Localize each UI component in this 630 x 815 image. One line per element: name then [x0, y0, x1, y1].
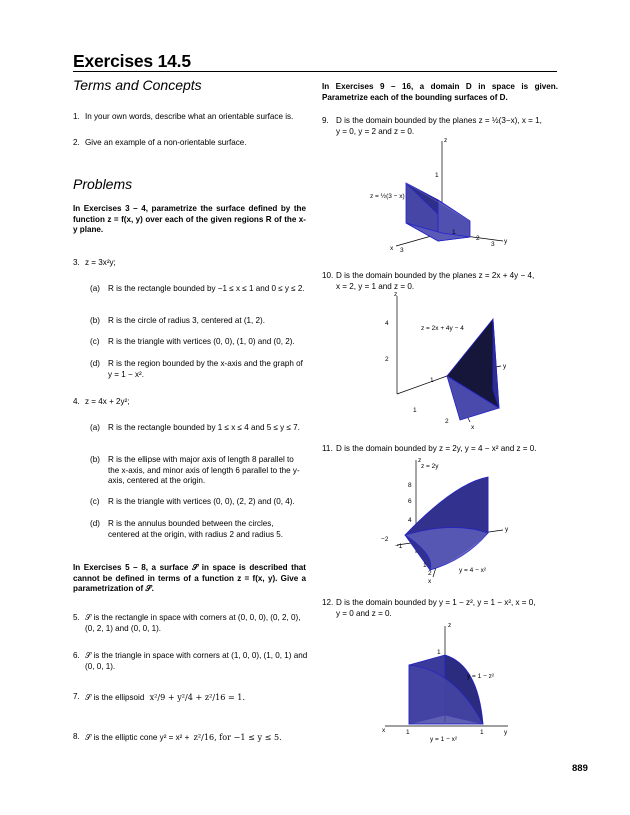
exercise-number: 5. [73, 613, 80, 622]
y-label: y [504, 729, 508, 736]
exercise-6 [73, 651, 308, 671]
figure-10 [375, 290, 525, 430]
curve-label-2: y = 1 − x² [430, 736, 458, 743]
part-text: R is the annulus bounded between the circles, centered at the origin, with radius 2 and radius 5. [108, 519, 284, 539]
cone-equation: z²/16, for −1 ≤ y ≤ 5. [193, 732, 282, 742]
z-label: z [444, 137, 448, 144]
part-text: R is the ellipse with major axis of length 8 parallel to the x-axis, and minor axis of length 6 parallel to the y-axis, centered at the origin. [108, 455, 300, 486]
exercise-text: 𝒮 is the rectangle in space with corners at (0, 0, 0), (0, 2, 0), (0, 2, 1) and (0, 0, 1). [85, 613, 301, 633]
part-label: (d) [90, 519, 100, 528]
exercise-number: 10. [322, 271, 334, 280]
exercise-number: 6. [73, 651, 80, 660]
exercise-text: 𝒮 is the elliptic cone y² = x² + [85, 733, 190, 742]
exercise-text-line2: y = 0, y = 2 and z = 0. [336, 126, 415, 136]
exercise-section-title: Exercises 14.5 [73, 51, 191, 71]
y-tick-3: 3 [491, 241, 495, 248]
exercise-8 [73, 732, 308, 743]
exercise-4a [90, 423, 308, 434]
plane-label: z = 2y [421, 463, 439, 470]
y-tick-1: 1 [452, 229, 456, 236]
exercise-4d [90, 519, 308, 539]
exercise-number: 8. [73, 732, 80, 741]
part-text: R is the circle of radius 3, centered at (1, 2). [108, 316, 265, 325]
exercise-7 [73, 692, 308, 703]
exercise-5 [73, 613, 308, 633]
instructions-9-16: In Exercises 9 – 16, a domain D in space is given. Parametrize each of the bounding surfaces of D. [322, 82, 558, 102]
x-label: x [382, 727, 386, 734]
exercise-text: 𝒮 is the ellipsoid [85, 693, 145, 702]
exercise-11 [322, 444, 558, 455]
exercise-12 [322, 598, 558, 618]
part-label: (a) [90, 423, 100, 432]
exercise-3b [90, 316, 308, 327]
y-label: y [505, 526, 509, 533]
figure-12 [380, 620, 530, 745]
z-tick-1: 1 [437, 649, 441, 656]
exercise-text-line2: y = 0 and z = 0. [336, 608, 392, 618]
exercise-4b [90, 455, 308, 486]
exercise-number: 9. [322, 116, 329, 125]
z-tick-4: 4 [385, 320, 389, 327]
exercise-text: D is the domain bounded by z = 2y, y = 4 − x² and z = 0. [336, 444, 537, 453]
problems-heading: Problems [73, 176, 133, 192]
exercise-number: 4. [73, 397, 80, 406]
z-tick-1: 1 [435, 172, 439, 179]
exercise-10 [322, 271, 558, 291]
y-tick-1: 1 [480, 729, 484, 736]
z-tick-4: 4 [408, 517, 412, 524]
y-tick-2: 2 [476, 235, 480, 242]
z-label: z [448, 622, 452, 629]
exercise-number: 3. [73, 258, 80, 267]
y-label: y [503, 363, 507, 370]
x-tick-3: 3 [400, 247, 404, 254]
exercise-2 [73, 138, 308, 149]
part-text: R is the rectangle bounded by −1 ≤ x ≤ 1 and 0 ≤ y ≤ 2. [108, 284, 305, 293]
part-text: R is the triangle with vertices (0, 0), (2, 2) and (0, 4). [108, 497, 295, 506]
z-tick-6: 6 [408, 498, 412, 505]
z-tick-8: 8 [408, 482, 412, 489]
figure-11 [375, 455, 525, 585]
y-tick-neg2: −2 [381, 536, 389, 543]
y-tick-neg1: −1 [395, 543, 403, 550]
exercise-function: z = 3x²y; [85, 258, 116, 267]
exercise-3d [90, 359, 308, 379]
exercise-3a [90, 284, 308, 295]
exercise-text-line1: D is the domain bounded by y = 1 − z², y = 1 − x², x = 0, [336, 598, 536, 607]
plane-label: z = 2x + 4y − 4 [421, 325, 464, 332]
curve-label-1: y = 1 − z² [467, 673, 495, 680]
page-number: 889 [572, 763, 588, 774]
x-tick-2: 2 [428, 570, 432, 577]
curve-label: y = 4 − x² [459, 567, 487, 574]
z-tick-2: 2 [385, 356, 389, 363]
exercise-number: 1. [73, 112, 80, 121]
part-label: (c) [90, 497, 100, 506]
x-tick-1: 1 [406, 729, 410, 736]
exercise-4c [90, 497, 308, 508]
exercise-3c [90, 337, 308, 348]
part-label: (b) [90, 316, 100, 325]
exercise-text-line1: D is the domain bounded by the planes z = ½(3−x), x = 1, [336, 116, 542, 125]
exercise-4 [73, 397, 308, 408]
exercise-number: 12. [322, 598, 334, 607]
exercise-number: 2. [73, 138, 80, 147]
title-rule [73, 71, 557, 72]
part-label: (a) [90, 284, 100, 293]
z-label: z [418, 457, 422, 464]
x-axis-back [397, 376, 447, 394]
z-label: z [394, 291, 398, 298]
exercise-text-line1: D is the domain bounded by the planes z = 2x + 4y − 4, [336, 271, 535, 280]
instructions-3-4: In Exercises 3 – 4, parametrize the surface defined by the function z = f(x, y) over each of the given regions R of the x-y plane. [73, 204, 306, 235]
tick-1-a: 1 [430, 377, 434, 384]
exercise-number: 11. [322, 444, 333, 453]
part-label: (d) [90, 359, 100, 368]
x-label: x [428, 578, 432, 585]
exercise-text: In your own words, describe what an orientable surface is. [85, 112, 294, 121]
part-label: (c) [90, 337, 100, 346]
tick-1-b: 1 [413, 407, 417, 414]
x-tick-2: 2 [445, 418, 449, 425]
exercise-text: 𝒮 is the triangle in space with corners at (1, 0, 0), (1, 0, 1) and (0, 0, 1). [85, 651, 308, 671]
ellipsoid-equation: x²/9 + y²/4 + z²/16 = 1. [149, 692, 246, 702]
part-text: R is the rectangle bounded by 1 ≤ x ≤ 4 and 5 ≤ y ≤ 7. [108, 423, 300, 432]
part-label: (b) [90, 455, 100, 464]
x-tick-1: 1 [423, 562, 427, 569]
exercise-text-line2: x = 2, y = 1 and z = 0. [336, 281, 415, 291]
part-text: R is the triangle with vertices (0, 0), (1, 0) and (0, 2). [108, 337, 295, 346]
exercise-number: 7. [73, 692, 80, 701]
exercise-text: Give an example of a non-orientable surface. [85, 138, 247, 147]
terms-heading: Terms and Concepts [73, 77, 202, 93]
x-label: x [471, 424, 475, 430]
y-label: y [504, 238, 508, 245]
exercise-1 [73, 112, 308, 123]
figure-9 [370, 133, 520, 258]
instructions-5-8: In Exercises 5 – 8, a surface 𝒮 in space is described that cannot be defined in terms of a function z = f(x, y). Give a parametrization of 𝒮. [73, 563, 306, 594]
exercise-function: z = 4x + 2y²; [85, 397, 130, 406]
exercise-9 [322, 116, 558, 136]
exercise-3 [73, 258, 308, 269]
plane-label: z = ½(3 − x) [370, 193, 405, 200]
x-label: x [390, 245, 394, 252]
part-text: R is the region bounded by the x-axis and the graph of y = 1 − x². [108, 359, 303, 379]
